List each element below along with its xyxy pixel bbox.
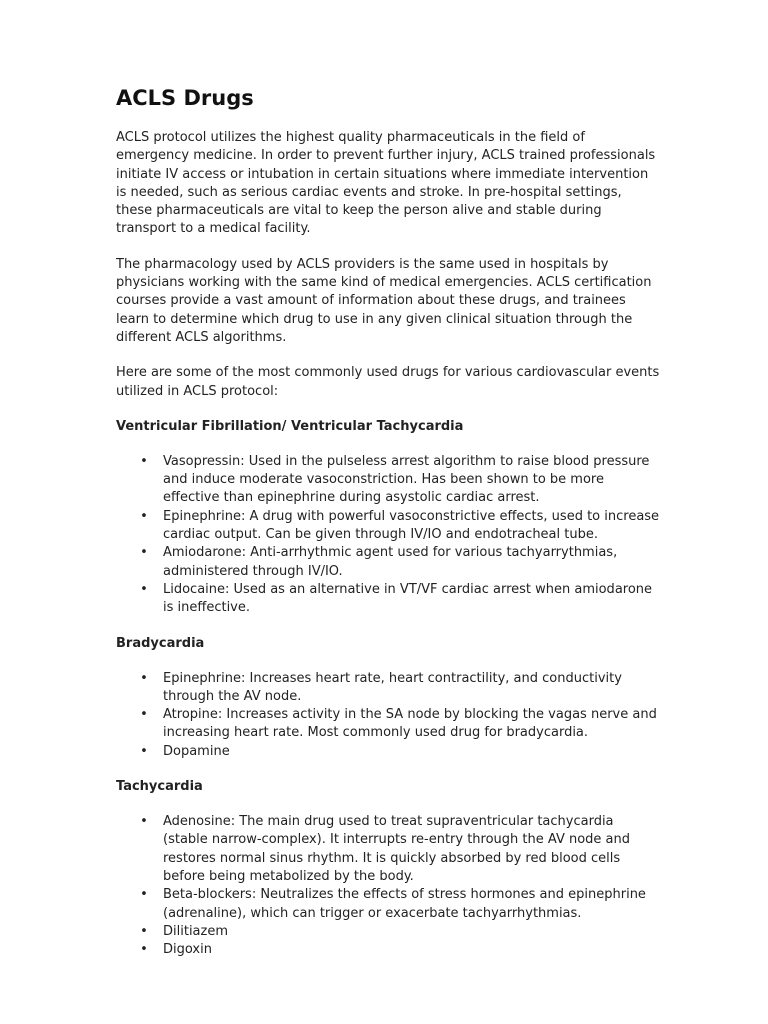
bullet-icon: • <box>140 707 148 723</box>
bullet-icon: • <box>140 743 148 759</box>
document-page <box>116 84 660 976</box>
section-heading-vf-vt: Ventricular Fibrillation/ Ventricular Tachycardia <box>116 418 464 434</box>
bullet-icon: • <box>140 942 148 958</box>
bullet-icon: • <box>140 670 148 686</box>
bullet-icon: • <box>140 923 148 939</box>
list-item-text: Amiodarone: Anti-arrhythmic agent used for various tachyarrythmias, administered through IV/IO. <box>163 545 618 579</box>
bullet-icon: • <box>140 508 148 524</box>
list-item-text: Dilitiazem <box>163 923 229 939</box>
intro-paragraph-3: Here are some of the most commonly used drugs for various cardiovascular events utilized in ACLS protocol: <box>116 365 660 399</box>
list-item <box>116 923 660 941</box>
list-item-text: Atropine: Increases activity in the SA node by blocking the vagas nerve and increasing heart rate. Most commonly used drug for bradycardia. <box>163 707 657 741</box>
intro-paragraph-2: The pharmacology used by ACLS providers is the same used in hospitals by physicians working with the same kind of medical emergencies. ACLS certification courses provide a vast amount of information about these drugs, and trainees learn to determine which drug to use in any given clinical situation through the different ACLS algorithms. <box>116 256 652 345</box>
list-item-text: Dopamine <box>163 743 230 759</box>
list-item <box>116 743 660 761</box>
bullet-icon: • <box>140 545 148 561</box>
list-item <box>116 544 660 581</box>
list-item <box>116 670 660 707</box>
list-item-text: Beta-blockers: Neutralizes the effects of stress hormones and epinephrine (adrenaline), which can trigger or exacerbate tachyarrhythmias. <box>163 887 646 921</box>
list-item-text: Epinephrine: A drug with powerful vasoconstrictive effects, used to increase cardiac output. Can be given through IV/IO and endotracheal tube. <box>163 508 660 543</box>
section-heading-tachycardia: Tachycardia <box>116 779 203 795</box>
bullet-icon: • <box>140 887 148 903</box>
drug-list-tachycardia <box>116 813 660 959</box>
section-heading-bradycardia: Bradycardia <box>116 635 205 651</box>
drug-list-vf-vt <box>116 453 660 618</box>
bullet-icon: • <box>140 581 148 597</box>
document-title: ACLS Drugs <box>116 86 254 110</box>
list-item <box>116 813 660 886</box>
list-item <box>116 941 660 959</box>
bullet-icon: • <box>140 814 148 830</box>
bullet-icon: • <box>140 453 148 469</box>
list-item-text: Adenosine: The main drug used to treat supraventricular tachycardia (stable narrow-complex). It interrupts re-entry through the AV node and restores normal sinus rhythm. It is quickly absorbed by red blood cells before being metabolized by the body. <box>163 814 631 884</box>
list-item <box>116 886 660 923</box>
list-item <box>116 581 660 618</box>
list-item-text: Digoxin <box>163 942 212 958</box>
intro-paragraph-1: ACLS protocol utilizes the highest quality pharmaceuticals in the field of emergency medicine. In order to prevent further injury, ACLS trained professionals initiate IV access or intubation in certain situations where immediate intervention is needed, such as serious cardiac events and stroke. In pre-hospital settings, these pharmaceuticals are vital to keep the person alive and stable during transport to a medical facility. <box>116 130 656 237</box>
list-item <box>116 508 660 545</box>
list-item-text: Epinephrine: Increases heart rate, heart contractility, and conductivity through the AV node. <box>163 670 622 704</box>
drug-list-bradycardia <box>116 670 660 761</box>
list-item <box>116 453 660 508</box>
list-item-text: Lidocaine: Used as an alternative in VT/VF cardiac arrest when amiodarone is ineffective. <box>163 581 653 616</box>
list-item-text: Vasopressin: Used in the pulseless arrest algorithm to raise blood pressure and induce moderate vasoconstriction. Has been shown to be more effective than epinephrine during asystolic cardiac arrest. <box>163 453 650 506</box>
list-item <box>116 706 660 743</box>
